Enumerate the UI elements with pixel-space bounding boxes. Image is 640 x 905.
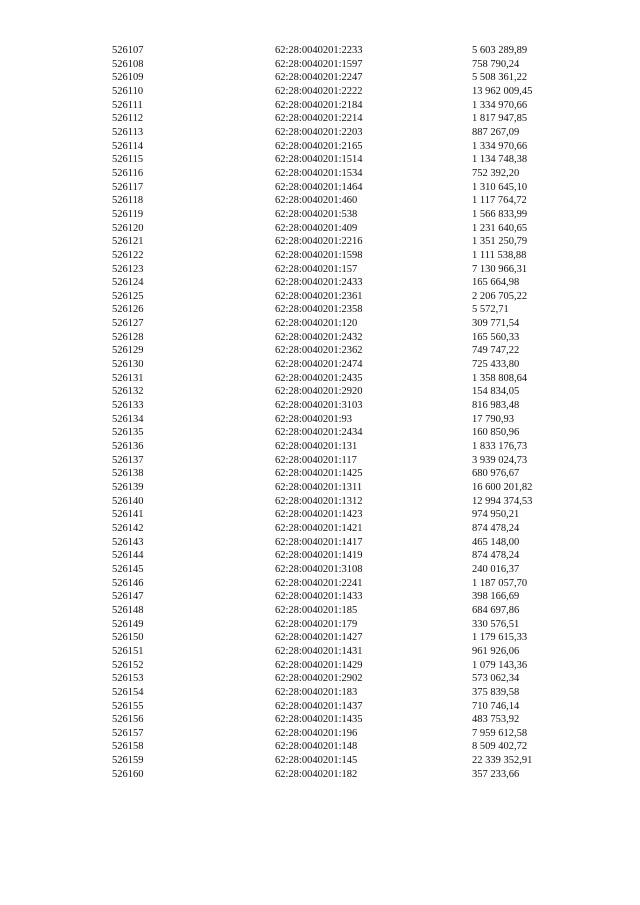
row-number-cell: 526113 bbox=[112, 126, 144, 138]
row-number-cell: 526143 bbox=[112, 536, 144, 548]
row-number-cell: 526107 bbox=[112, 45, 144, 56]
cadastral-number-cell: 62:28:0040201:157 bbox=[275, 263, 358, 275]
table-row bbox=[0, 112, 640, 126]
table-row bbox=[0, 740, 640, 754]
cadastral-value-cell: 330 576,51 bbox=[472, 618, 520, 630]
row-number-cell: 526133 bbox=[112, 400, 144, 412]
table-row bbox=[0, 727, 640, 741]
cadastral-number-cell: 62:28:0040201:183 bbox=[275, 686, 358, 698]
cadastral-number-cell: 62:28:0040201:1423 bbox=[275, 509, 363, 521]
cadastral-number-cell: 62:28:0040201:3108 bbox=[275, 563, 363, 575]
cadastral-number-cell: 62:28:0040201:1311 bbox=[275, 482, 363, 493]
row-number-cell: 526131 bbox=[112, 372, 144, 384]
row-number-cell: 526150 bbox=[112, 632, 144, 644]
cadastral-value-cell: 1 817 947,85 bbox=[472, 113, 528, 125]
cadastral-number-cell: 62:28:0040201:3103 bbox=[275, 400, 363, 412]
cadastral-number-cell: 62:28:0040201:2214 bbox=[275, 113, 363, 125]
cadastral-value-cell: 309 771,54 bbox=[472, 318, 520, 330]
table-row bbox=[0, 536, 640, 550]
row-number-cell: 526117 bbox=[112, 181, 144, 193]
row-number-cell: 526135 bbox=[112, 427, 144, 439]
row-number-cell: 526127 bbox=[112, 318, 144, 330]
cadastral-number-cell: 62:28:0040201:120 bbox=[275, 318, 358, 330]
cadastral-number-cell: 62:28:0040201:2165 bbox=[275, 140, 363, 152]
table-row bbox=[0, 659, 640, 673]
row-number-cell: 526114 bbox=[112, 140, 144, 152]
cadastral-number-cell: 62:28:0040201:1419 bbox=[275, 550, 363, 562]
cadastral-value-cell: 17 790,93 bbox=[472, 413, 514, 425]
cadastral-number-cell: 62:28:0040201:2434 bbox=[275, 427, 363, 439]
cadastral-number-cell: 62:28:0040201:1417 bbox=[275, 536, 363, 548]
table-row bbox=[0, 235, 640, 249]
row-number-cell: 526140 bbox=[112, 495, 144, 507]
cadastral-value-cell: 357 233,66 bbox=[472, 768, 520, 780]
row-number-cell: 526137 bbox=[112, 454, 144, 466]
table-row bbox=[0, 754, 640, 768]
cadastral-number-cell: 62:28:0040201:1464 bbox=[275, 181, 363, 193]
cadastral-number-cell: 62:28:0040201:1514 bbox=[275, 154, 363, 166]
table-row bbox=[0, 440, 640, 454]
cadastral-number-cell: 62:28:0040201:1534 bbox=[275, 167, 363, 179]
cadastral-value-cell: 483 753,92 bbox=[472, 714, 520, 726]
table-row bbox=[0, 126, 640, 140]
cadastral-value-cell: 1 134 748,38 bbox=[472, 154, 528, 166]
row-number-cell: 526122 bbox=[112, 249, 144, 261]
cadastral-number-cell: 62:28:0040201:145 bbox=[275, 755, 358, 767]
table-row bbox=[0, 481, 640, 495]
row-number-cell: 526116 bbox=[112, 167, 144, 179]
cadastral-value-cell: 758 790,24 bbox=[472, 58, 520, 70]
row-number-cell: 526138 bbox=[112, 468, 144, 480]
row-number-cell: 526153 bbox=[112, 673, 144, 685]
cadastral-number-cell: 62:28:0040201:148 bbox=[275, 741, 358, 753]
table-row bbox=[0, 768, 640, 782]
table-row bbox=[0, 672, 640, 686]
table-row bbox=[0, 344, 640, 358]
row-number-cell: 526144 bbox=[112, 550, 144, 562]
row-number-cell: 526147 bbox=[112, 591, 144, 603]
cadastral-number-cell: 62:28:0040201:2233 bbox=[275, 45, 363, 56]
table-row bbox=[0, 385, 640, 399]
cadastral-value-cell: 1 358 808,64 bbox=[472, 372, 528, 384]
cadastral-value-cell: 1 179 615,33 bbox=[472, 632, 528, 644]
row-number-cell: 526123 bbox=[112, 263, 144, 275]
row-number-cell: 526146 bbox=[112, 577, 144, 589]
row-number-cell: 526158 bbox=[112, 741, 144, 753]
cadastral-number-cell: 62:28:0040201:1427 bbox=[275, 632, 363, 644]
cadastral-value-cell: 375 839,58 bbox=[472, 686, 520, 698]
row-number-cell: 526118 bbox=[112, 195, 144, 207]
table-row bbox=[0, 522, 640, 536]
cadastral-number-cell: 62:28:0040201:2241 bbox=[275, 577, 363, 589]
cadastral-number-cell: 62:28:0040201:2184 bbox=[275, 99, 363, 111]
cadastral-value-cell: 752 392,20 bbox=[472, 167, 520, 179]
row-number-cell: 526154 bbox=[112, 686, 144, 698]
row-number-cell: 526111 bbox=[112, 99, 143, 111]
row-number-cell: 526125 bbox=[112, 290, 144, 302]
cadastral-number-cell: 62:28:0040201:185 bbox=[275, 604, 358, 616]
cadastral-number-cell: 62:28:0040201:1421 bbox=[275, 522, 363, 534]
cadastral-number-cell: 62:28:0040201:2902 bbox=[275, 673, 363, 685]
cadastral-value-cell: 725 433,80 bbox=[472, 359, 520, 371]
cadastral-value-cell: 1 334 970,66 bbox=[472, 140, 528, 152]
table-row bbox=[0, 331, 640, 345]
cadastral-number-cell: 62:28:0040201:2433 bbox=[275, 277, 363, 289]
cadastral-number-cell: 62:28:0040201:2920 bbox=[275, 386, 363, 398]
cadastral-value-table bbox=[0, 44, 640, 781]
cadastral-number-cell: 62:28:0040201:1431 bbox=[275, 645, 363, 657]
row-number-cell: 526132 bbox=[112, 386, 144, 398]
table-row bbox=[0, 317, 640, 331]
cadastral-value-cell: 1 351 250,79 bbox=[472, 236, 528, 248]
table-row bbox=[0, 167, 640, 181]
table-row bbox=[0, 686, 640, 700]
cadastral-value-cell: 5 508 361,22 bbox=[472, 72, 528, 84]
row-number-cell: 526115 bbox=[112, 154, 144, 166]
cadastral-value-cell: 1 310 645,10 bbox=[472, 181, 528, 193]
row-number-cell: 526134 bbox=[112, 413, 144, 425]
table-row bbox=[0, 467, 640, 481]
cadastral-number-cell: 62:28:0040201:179 bbox=[275, 618, 358, 630]
row-number-cell: 526142 bbox=[112, 522, 144, 534]
cadastral-value-cell: 1 079 143,36 bbox=[472, 659, 528, 671]
row-number-cell: 526157 bbox=[112, 727, 144, 739]
cadastral-number-cell: 62:28:0040201:1425 bbox=[275, 468, 363, 480]
cadastral-value-cell: 1 187 057,70 bbox=[472, 577, 528, 589]
row-number-cell: 526141 bbox=[112, 509, 144, 521]
row-number-cell: 526136 bbox=[112, 441, 144, 453]
cadastral-number-cell: 62:28:0040201:93 bbox=[275, 413, 353, 425]
cadastral-number-cell: 62:28:0040201:117 bbox=[275, 454, 357, 466]
table-row bbox=[0, 194, 640, 208]
table-row bbox=[0, 399, 640, 413]
cadastral-number-cell: 62:28:0040201:2203 bbox=[275, 126, 363, 138]
row-number-cell: 526126 bbox=[112, 304, 144, 316]
cadastral-value-cell: 7 130 966,31 bbox=[472, 263, 528, 275]
table-row bbox=[0, 590, 640, 604]
table-row bbox=[0, 71, 640, 85]
cadastral-number-cell: 62:28:0040201:2361 bbox=[275, 290, 363, 302]
cadastral-value-cell: 5 603 289,89 bbox=[472, 45, 528, 56]
row-number-cell: 526120 bbox=[112, 222, 144, 234]
table-row bbox=[0, 645, 640, 659]
cadastral-value-cell: 961 926,06 bbox=[472, 645, 520, 657]
cadastral-value-cell: 874 478,24 bbox=[472, 550, 520, 562]
table-row bbox=[0, 208, 640, 222]
cadastral-number-cell: 62:28:0040201:1312 bbox=[275, 495, 363, 507]
table-row bbox=[0, 508, 640, 522]
table-row bbox=[0, 495, 640, 509]
row-number-cell: 526151 bbox=[112, 645, 144, 657]
row-number-cell: 526128 bbox=[112, 331, 144, 343]
row-number-cell: 526109 bbox=[112, 72, 144, 84]
cadastral-value-cell: 398 166,69 bbox=[472, 591, 520, 603]
cadastral-value-cell: 573 062,34 bbox=[472, 673, 520, 685]
table-row bbox=[0, 85, 640, 99]
cadastral-number-cell: 62:28:0040201:1429 bbox=[275, 659, 363, 671]
cadastral-value-cell: 2 206 705,22 bbox=[472, 290, 528, 302]
cadastral-number-cell: 62:28:0040201:1437 bbox=[275, 700, 363, 712]
row-number-cell: 526148 bbox=[112, 604, 144, 616]
row-number-cell: 526156 bbox=[112, 714, 144, 726]
row-number-cell: 526155 bbox=[112, 700, 144, 712]
cadastral-value-cell: 8 509 402,72 bbox=[472, 741, 528, 753]
cadastral-number-cell: 62:28:0040201:2474 bbox=[275, 359, 363, 371]
table-row bbox=[0, 249, 640, 263]
row-number-cell: 526139 bbox=[112, 482, 144, 493]
table-row bbox=[0, 577, 640, 591]
cadastral-number-cell: 62:28:0040201:2435 bbox=[275, 372, 363, 384]
row-number-cell: 526130 bbox=[112, 359, 144, 371]
cadastral-value-cell: 3 939 024,73 bbox=[472, 454, 528, 466]
row-number-cell: 526160 bbox=[112, 768, 144, 780]
table-row bbox=[0, 153, 640, 167]
cadastral-value-cell: 1 566 833,99 bbox=[472, 208, 528, 220]
table-row bbox=[0, 713, 640, 727]
table-row bbox=[0, 303, 640, 317]
table-row bbox=[0, 290, 640, 304]
table-row bbox=[0, 413, 640, 427]
row-number-cell: 526129 bbox=[112, 345, 144, 357]
cadastral-value-cell: 974 950,21 bbox=[472, 509, 520, 521]
cadastral-value-cell: 680 976,67 bbox=[472, 468, 520, 480]
cadastral-value-cell: 160 850,96 bbox=[472, 427, 520, 439]
cadastral-value-cell: 1 117 764,72 bbox=[472, 195, 527, 207]
cadastral-value-cell: 22 339 352,91 bbox=[472, 755, 533, 767]
cadastral-number-cell: 62:28:0040201:2362 bbox=[275, 345, 363, 357]
cadastral-number-cell: 62:28:0040201:2432 bbox=[275, 331, 363, 343]
cadastral-value-cell: 13 962 009,45 bbox=[472, 85, 533, 97]
cadastral-value-cell: 684 697,86 bbox=[472, 604, 520, 616]
table-row bbox=[0, 549, 640, 563]
cadastral-number-cell: 62:28:0040201:131 bbox=[275, 441, 358, 453]
cadastral-number-cell: 62:28:0040201:409 bbox=[275, 222, 358, 234]
table-row bbox=[0, 263, 640, 277]
row-number-cell: 526145 bbox=[112, 563, 144, 575]
cadastral-number-cell: 62:28:0040201:182 bbox=[275, 768, 358, 780]
cadastral-value-cell: 1 231 640,65 bbox=[472, 222, 528, 234]
table-row bbox=[0, 426, 640, 440]
cadastral-number-cell: 62:28:0040201:2358 bbox=[275, 304, 363, 316]
table-row bbox=[0, 372, 640, 386]
table-row bbox=[0, 454, 640, 468]
cadastral-value-cell: 165 664,98 bbox=[472, 277, 520, 289]
cadastral-number-cell: 62:28:0040201:1597 bbox=[275, 58, 363, 70]
cadastral-value-cell: 7 959 612,58 bbox=[472, 727, 528, 739]
cadastral-value-cell: 165 560,33 bbox=[472, 331, 520, 343]
cadastral-value-cell: 1 111 538,88 bbox=[472, 249, 527, 261]
row-number-cell: 526119 bbox=[112, 208, 144, 220]
row-number-cell: 526159 bbox=[112, 755, 144, 767]
row-number-cell: 526149 bbox=[112, 618, 144, 630]
cadastral-value-cell: 12 994 374,53 bbox=[472, 495, 533, 507]
cadastral-value-cell: 5 572,71 bbox=[472, 304, 509, 316]
table-row bbox=[0, 58, 640, 72]
cadastral-number-cell: 62:28:0040201:1598 bbox=[275, 249, 363, 261]
table-row bbox=[0, 563, 640, 577]
cadastral-value-cell: 16 600 201,82 bbox=[472, 482, 533, 493]
cadastral-value-cell: 887 267,09 bbox=[472, 126, 520, 138]
table-row bbox=[0, 358, 640, 372]
cadastral-number-cell: 62:28:0040201:1435 bbox=[275, 714, 363, 726]
row-number-cell: 526112 bbox=[112, 113, 144, 125]
cadastral-number-cell: 62:28:0040201:1433 bbox=[275, 591, 363, 603]
table-row bbox=[0, 222, 640, 236]
cadastral-number-cell: 62:28:0040201:2247 bbox=[275, 72, 363, 84]
table-row bbox=[0, 631, 640, 645]
cadastral-number-cell: 62:28:0040201:196 bbox=[275, 727, 358, 739]
cadastral-value-cell: 874 478,24 bbox=[472, 522, 520, 534]
cadastral-number-cell: 62:28:0040201:460 bbox=[275, 195, 358, 207]
row-number-cell: 526121 bbox=[112, 236, 144, 248]
table-row bbox=[0, 140, 640, 154]
cadastral-number-cell: 62:28:0040201:2216 bbox=[275, 236, 363, 248]
table-row bbox=[0, 44, 640, 58]
cadastral-value-cell: 749 747,22 bbox=[472, 345, 520, 357]
row-number-cell: 526110 bbox=[112, 85, 144, 97]
cadastral-value-cell: 1 334 970,66 bbox=[472, 99, 528, 111]
cadastral-value-cell: 240 016,37 bbox=[472, 563, 520, 575]
row-number-cell: 526108 bbox=[112, 58, 144, 70]
table-row bbox=[0, 618, 640, 632]
row-number-cell: 526124 bbox=[112, 277, 144, 289]
cadastral-value-cell: 816 983,48 bbox=[472, 400, 520, 412]
table-row bbox=[0, 604, 640, 618]
cadastral-number-cell: 62:28:0040201:538 bbox=[275, 208, 358, 220]
table-row bbox=[0, 181, 640, 195]
table-row bbox=[0, 99, 640, 113]
cadastral-number-cell: 62:28:0040201:2222 bbox=[275, 85, 363, 97]
table-row bbox=[0, 700, 640, 714]
cadastral-value-cell: 154 834,05 bbox=[472, 386, 520, 398]
table-row bbox=[0, 276, 640, 290]
cadastral-value-cell: 465 148,00 bbox=[472, 536, 520, 548]
cadastral-value-cell: 710 746,14 bbox=[472, 700, 520, 712]
row-number-cell: 526152 bbox=[112, 659, 144, 671]
cadastral-value-cell: 1 833 176,73 bbox=[472, 441, 528, 453]
